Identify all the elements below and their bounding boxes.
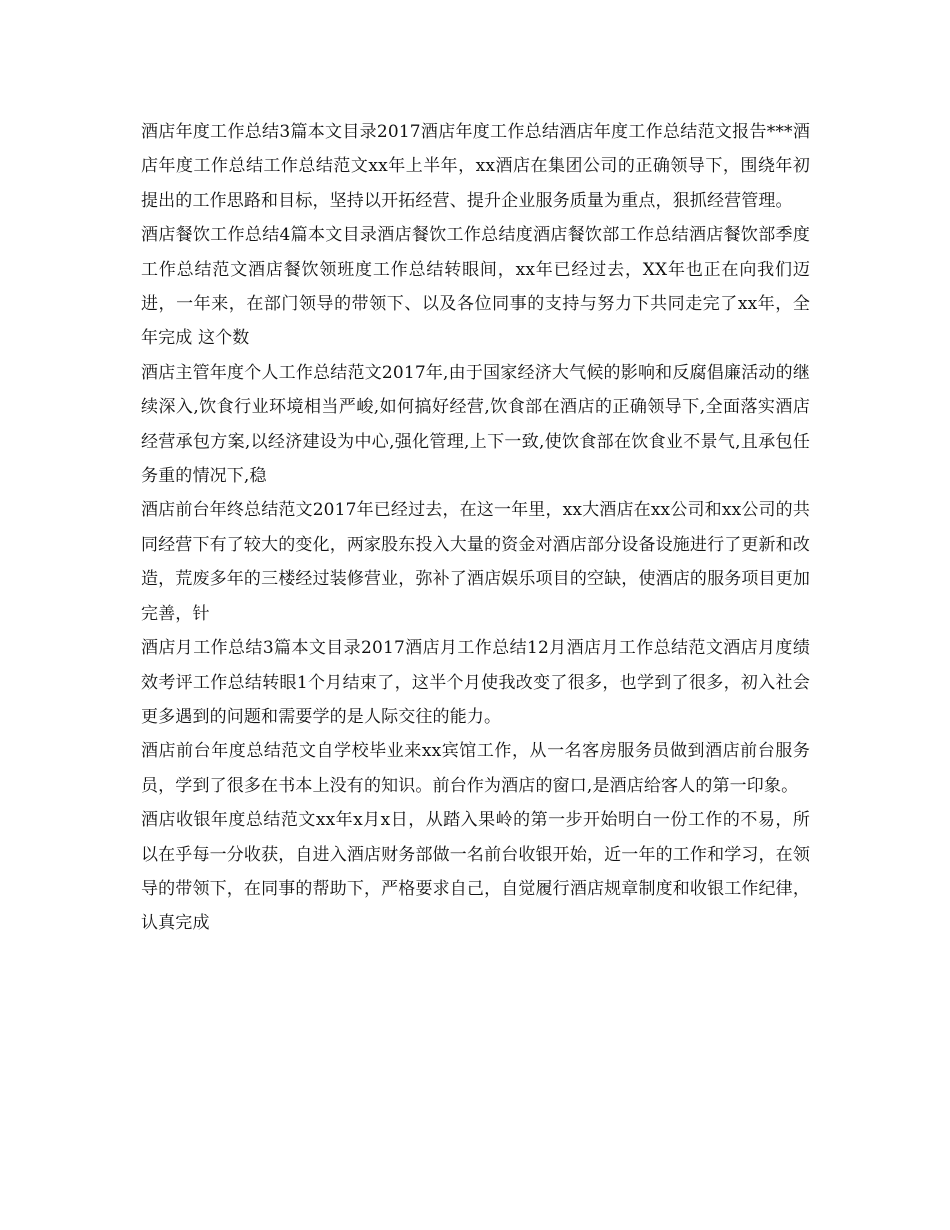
paragraph-front-desk-year-end: 酒店前台年终总结范文2017年已经过去，在这一年里，xx大酒店在xx公司和xx公司的共同经营下有了较大的变化，两家股东投入大量的资金对酒店部分设备设施进行了更新和改造，荒废多年的三楼经过装修营业，弥补了酒店娱乐项目的空缺，使酒店的服务项目更加完善，针 [141,500,810,624]
paragraph-annual-summary: 酒店年度工作总结3篇本文目录2017酒店年度工作总结酒店年度工作总结范文报告***酒店年度工作总结工作总结范文xx年上半年，xx酒店在集团公司的正确领导下，围绕年初提出的工作思路和目标，坚持以开拓经营、提升企业服务质量为重点，狠抓经营管理。 [141,122,810,211]
paragraph-monthly-summary: 酒店月工作总结3篇本文目录2017酒店月工作总结12月酒店月工作总结范文酒店月度绩效考评工作总结转眼1个月结束了，这半个月使我改变了很多，也学到了很多，初入社会更多遇到的问题和需要学的是人际交往的能力。 [141,638,810,727]
paragraph-cashier-summary: 酒店收银年度总结范文xx年x月x日，从踏入果岭的第一步开始明白一份工作的不易，所以在乎每一分收获，自进入酒店财务部做一名前台收银开始，近一年的工作和学习，在领导的带领下，在同事的帮助下，严格要求自己，自觉履行酒店规章制度和收银工作纪律，认真完成 [141,810,810,934]
paragraph-catering-summary: 酒店餐饮工作总结4篇本文目录酒店餐饮工作总结度酒店餐饮部工作总结酒店餐饮部季度工作总结范文酒店餐饮领班度工作总结转眼间，xx年已经过去，XX年也正在向我们迈进，一年来，在部门领导的带领下、以及各位同事的支持与努力下共同走完了xx年，全年完成 这个数 [141,225,810,349]
paragraph-front-desk-annual: 酒店前台年度总结范文自学校毕业来xx宾馆工作，从一名客房服务员做到酒店前台服务员，学到了很多在书本上没有的知识。前台作为酒店的窗口,是酒店给客人的第一印象。 [141,741,810,796]
paragraph-supervisor-summary: 酒店主管年度个人工作总结范文2017年,由于国家经济大气候的影响和反腐倡廉活动的继续深入,饮食行业环境相当严峻,如何搞好经营,饮食部在酒店的正确领导下,全面落实酒店经营承包方案,以经济建设为中心,强化管理,上下一致,使饮食部在饮食业不景气,且承包任务重的情况下,稳 [141,362,810,487]
document-body [141,115,810,941]
